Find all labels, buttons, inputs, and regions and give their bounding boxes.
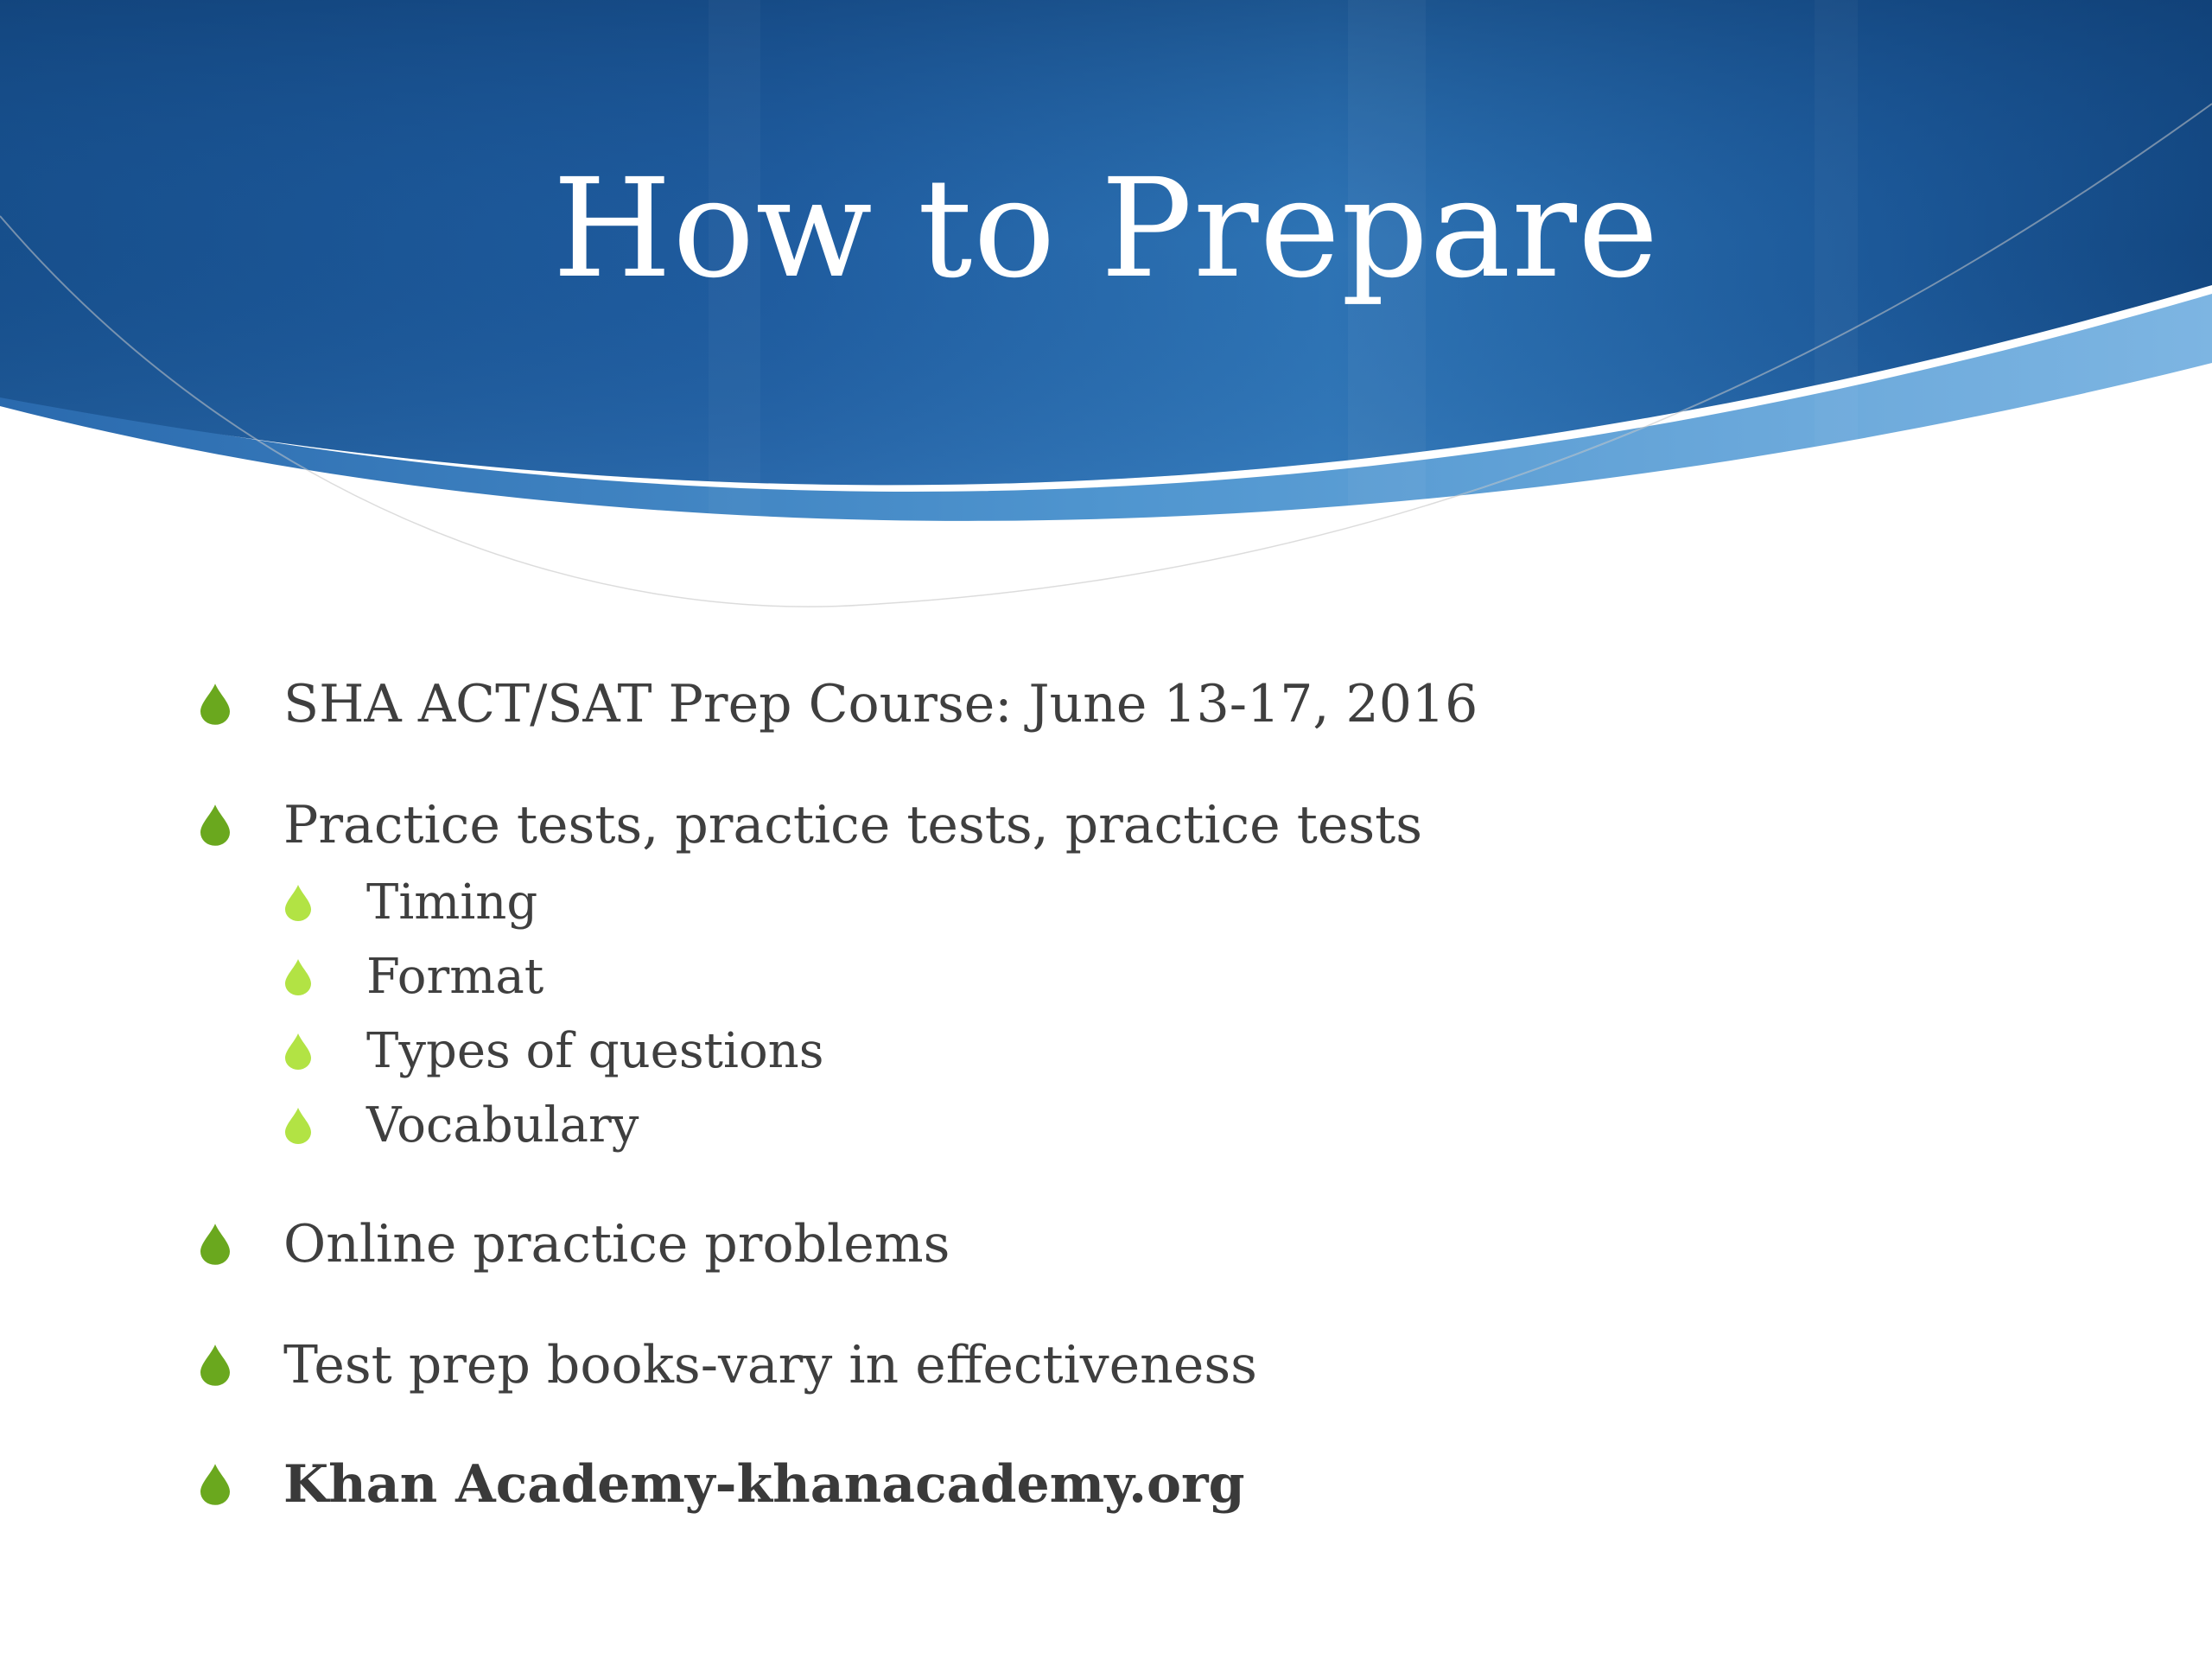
sub-bullet-text: Timing — [366, 874, 538, 931]
sub-bullet-item — [285, 864, 537, 942]
bullet-text: Test prep books-vary in effectiveness — [283, 1335, 1257, 1395]
bullet-item — [200, 1446, 1245, 1523]
slide-title: How to Prepare — [552, 149, 1660, 308]
teardrop-icon — [285, 959, 311, 995]
bullet-text: Online practice problems — [283, 1214, 950, 1274]
bullet-text: SHA ACT/SAT Prep Course: June 13-17, 2016 — [283, 674, 1478, 734]
teardrop-icon — [285, 1033, 311, 1070]
bullet-item — [200, 1326, 1257, 1404]
sub-bullet-text: Format — [366, 949, 544, 1005]
teardrop-icon — [285, 1108, 311, 1144]
sub-bullet-item — [285, 938, 543, 1016]
teardrop-icon — [200, 1464, 230, 1505]
sub-bullet-text: Vocabulary — [366, 1097, 639, 1154]
teardrop-icon — [200, 1224, 230, 1265]
bullet-item — [200, 665, 1478, 743]
bullet-item — [200, 1205, 950, 1283]
sub-bullet-text: Types of questions — [366, 1023, 824, 1079]
bullet-item — [200, 786, 1422, 864]
teardrop-icon — [200, 804, 230, 846]
teardrop-icon — [200, 683, 230, 725]
sub-bullet-item — [285, 1087, 639, 1165]
sub-bullet-item — [285, 1013, 823, 1090]
bullet-text-bold: Khan Academy-khanacademy.org — [283, 1454, 1245, 1515]
teardrop-icon — [285, 885, 311, 921]
bullet-text: Practice tests, practice tests, practice tests — [283, 795, 1423, 855]
teardrop-icon — [200, 1344, 230, 1386]
